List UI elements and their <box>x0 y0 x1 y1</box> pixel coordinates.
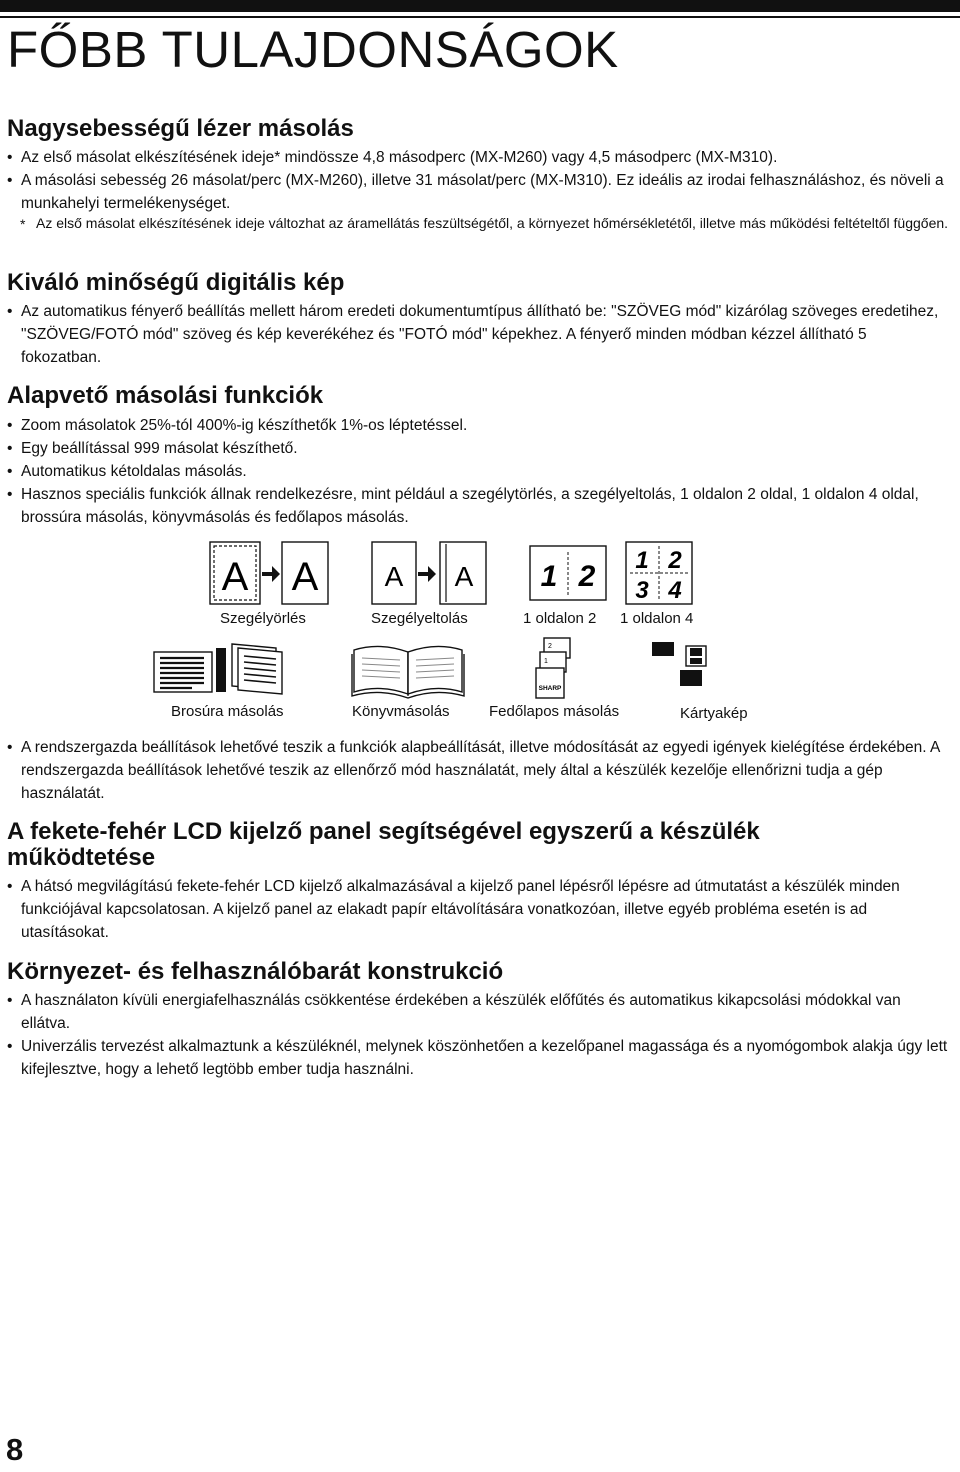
page-title: FŐBB TULAJDONSÁGOK <box>7 21 619 78</box>
list-item: • A használaton kívüli energiafelhasználás csökkentése érdekében a készülék előfűtés és automatikus kikapcsolási módokkal van ellátva. <box>7 989 951 1035</box>
svg-text:2: 2 <box>668 547 682 574</box>
label-edge-erase: Szegélyörlés <box>220 610 306 627</box>
svg-text:1: 1 <box>635 547 649 574</box>
top-rule <box>0 0 960 22</box>
arrow-right-icon <box>262 566 280 582</box>
section-heading-lcd-panel: A fekete-fehér LCD kijelző panel segítségével egyszerű a készülék működtetése <box>7 818 760 871</box>
page-number: 8 <box>6 1432 24 1467</box>
footnote: * Az első másolat elkészítésének ideje változhat az áramellátás feszültségétől, a környezet hőmérsékletétől, illetve más működési feltételtől függően. <box>20 213 960 234</box>
pamphlet-copy-illustration <box>152 640 298 696</box>
label-card-shot: Kártyakép <box>680 705 748 722</box>
label-book-copy: Könyvmásolás <box>352 703 450 720</box>
label-cover-copy: Fedőlapos másolás <box>489 703 620 720</box>
label-pamphlet-copy: Brosúra másolás <box>171 703 284 720</box>
list-item: • Zoom másolatok 25%-tól 400%-ig készíthetők 1%-os léptetéssel. <box>7 414 951 437</box>
section-list-high-speed <box>7 146 951 215</box>
svg-text:A: A <box>221 555 249 599</box>
section-list-eco-design <box>7 989 951 1081</box>
margin-shift-illustration <box>370 540 488 606</box>
cover-copy-illustration <box>534 636 572 700</box>
section-heading-image-quality: Kiváló minőségű digitális kép <box>7 269 345 296</box>
svg-text:A: A <box>291 555 319 599</box>
list-item: • A másolási sebesség 26 másolat/perc (MX-M260), illetve 31 másolat/perc (MX-M310). Ez ideális az irodai felhasználáshoz, és növeli a munkahelyi termelékenységet. <box>7 169 951 215</box>
svg-text:4: 4 <box>668 577 682 604</box>
label-margin-shift: Szegélyeltolás <box>371 610 468 627</box>
list-item: • Az automatikus fényerő beállítás mellett három eredeti dokumentumtípus állítható be: "SZÖVEG mód" kizárólag szöveges eredetihez, "SZÖVEG/FOTÓ mód" szöveg és kép keverékéhez és "FOTÓ mód" képekhez. A fényerő minden módban kézzel állítható 5 fokozatban. <box>7 300 951 369</box>
svg-text:SHARP: SHARP <box>538 685 562 692</box>
svg-text:A: A <box>454 561 474 592</box>
section-list-lcd-panel <box>7 875 951 944</box>
edge-erase-illustration <box>208 540 328 606</box>
card-shot-illustration <box>650 640 710 690</box>
label-two-up: 1 oldalon 2 <box>523 610 597 627</box>
section-list-basic-functions <box>7 414 951 529</box>
list-item: • A hátsó megvilágítású fekete-fehér LCD kijelző alkalmazásával a kijelző panel lépésről lépésre ad útmutatást a készülék minden funkciójával kapcsolatosan. A kijelző panel az elakadt papír eltávolítására vonatkozóan, illetve egyéb probléma esetén is ad utasításokat. <box>7 875 951 944</box>
section-list-admin-settings <box>7 736 951 805</box>
svg-text:2: 2 <box>548 643 552 650</box>
list-item: • Egy beállítással 999 másolat készíthető. <box>7 437 951 460</box>
svg-text:1: 1 <box>540 560 558 593</box>
svg-text:A: A <box>384 561 404 592</box>
svg-text:1: 1 <box>544 658 548 665</box>
four-up-illustration <box>624 540 694 606</box>
two-up-illustration <box>528 544 608 602</box>
section-heading-basic-functions: Alapvető másolási funkciók <box>7 382 324 409</box>
list-item: • A rendszergazda beállítások lehetővé teszik a funkciók alapbeállítását, illetve módosítását az egyedi igények kielégítése érdekében. A rendszergazda beállítások lehetővé teszik az ellenőrző mód használatát, mely által a készülék kezelője ellenőrizni tudja a gép használatát. <box>7 736 951 805</box>
svg-text:3: 3 <box>635 577 649 604</box>
section-list-image-quality <box>7 300 951 369</box>
label-four-up: 1 oldalon 4 <box>620 610 694 627</box>
list-item: • Automatikus kétoldalas másolás. <box>7 460 951 483</box>
list-item: • Hasznos speciális funkciók állnak rendelkezésre, mint például a szegélytörlés, a szegélyeltolás, 1 oldalon 2 oldal, 1 oldalon 4 oldal, brossúra másolás, könyvmásolás és fedőlapos másolás. <box>7 483 951 529</box>
section-heading-eco-design: Környezet- és felhasználóbarát konstrukció <box>7 958 504 985</box>
book-copy-illustration <box>350 638 470 698</box>
arrow-right-icon <box>418 566 436 582</box>
section-heading-high-speed: Nagysebességű lézer másolás <box>7 115 354 142</box>
list-item: • Az első másolat elkészítésének ideje* mindössze 4,8 másodperc (MX-M260) vagy 4,5 másodperc (MX-M310). <box>7 146 951 169</box>
list-item: • Univerzális tervezést alkalmaztunk a készüléknél, melynek köszönhetően a kezelőpanel magassága és a nyomógombok alakja úgy lett kifejlesztve, hogy a lehető legtöbb ember tudja használni. <box>7 1035 951 1081</box>
svg-text:2: 2 <box>578 560 596 593</box>
